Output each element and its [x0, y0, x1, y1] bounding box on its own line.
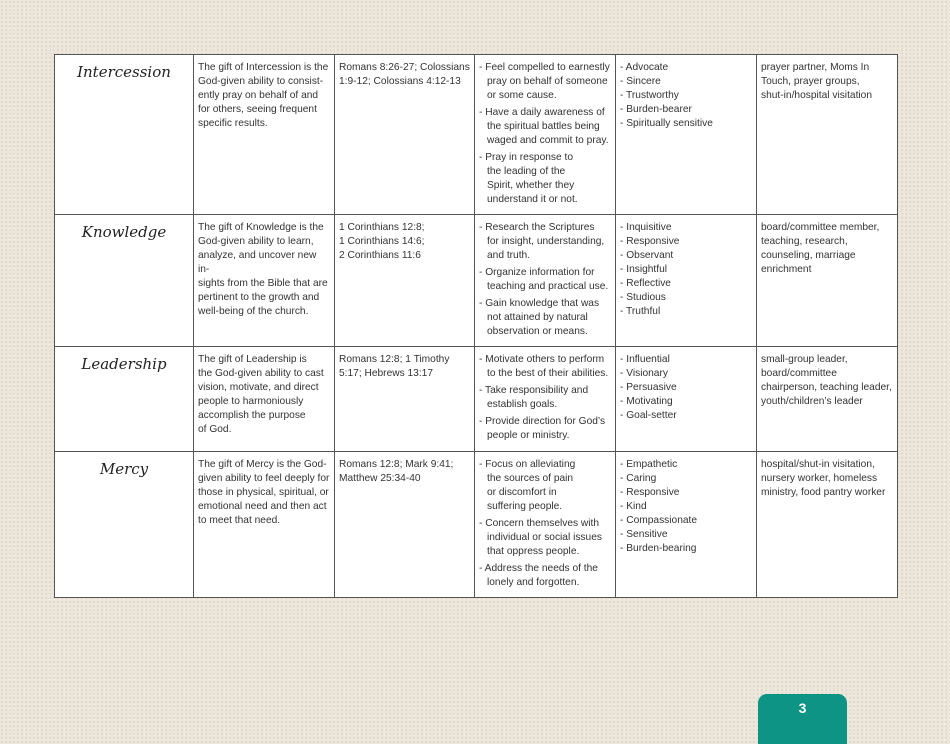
- gift-traits-list: [616, 215, 757, 347]
- list-item: - Compassionate: [620, 514, 752, 528]
- ministry-opportunities: prayer partner, Moms In Touch, prayer groups, shut-in/hospital visitation: [757, 55, 898, 215]
- list-item: - Feel compelled to earnestly pray on behalf of someone or some cause.: [479, 61, 611, 103]
- gift-actions-list: [475, 55, 616, 215]
- list-item: - Trustworthy: [620, 89, 752, 103]
- list-item: - Organize information for teaching and practical use.: [479, 266, 611, 294]
- table-row: [55, 452, 898, 598]
- gift-traits-list: [616, 347, 757, 452]
- list-item: - Burden-bearing: [620, 542, 752, 556]
- ministry-opportunities: board/committee member, teaching, research, counseling, marriage enrichment: [757, 215, 898, 347]
- list-item: - Caring: [620, 472, 752, 486]
- list-item: - Address the needs of the lonely and forgotten.: [479, 562, 611, 590]
- gift-definition: The gift of Knowledge is the God-given ability to learn, analyze, and uncover new in- sights from the Bible that are pertinent to the growth and well-being of the church.: [194, 215, 335, 347]
- gift-actions-list: [475, 452, 616, 598]
- gift-traits-list-items: [620, 458, 752, 556]
- gift-traits-list: [616, 55, 757, 215]
- gift-definition: The gift of Intercession is the God-given ability to consist- ently pray on behalf of and for others, seeing frequent specific results.: [194, 55, 335, 215]
- scripture-references: Romans 8:26-27; Colossians 1:9-12; Colossians 4:12-13: [335, 55, 475, 215]
- list-item: - Kind: [620, 500, 752, 514]
- list-item: - Responsive: [620, 486, 752, 500]
- gift-actions-list-items: [479, 221, 611, 339]
- ministry-opportunities: hospital/shut-in visitation, nursery worker, homeless ministry, food pantry worker: [757, 452, 898, 598]
- gift-actions-list: [475, 347, 616, 452]
- list-item: - Sincere: [620, 75, 752, 89]
- gift-actions-list: [475, 215, 616, 347]
- gift-actions-list-items: [479, 61, 611, 207]
- list-item: - Truthful: [620, 305, 752, 319]
- list-item: - Goal-setter: [620, 409, 752, 423]
- list-item: - Pray in response to the leading of the Spirit, whether they understand it or not.: [479, 151, 611, 207]
- list-item: - Insightful: [620, 263, 752, 277]
- list-item: - Inquisitive: [620, 221, 752, 235]
- gift-name: Mercy: [55, 452, 194, 598]
- table-row: [55, 55, 898, 215]
- scripture-references: 1 Corinthians 12:8; 1 Corinthians 14:6; 2 Corinthians 11:6: [335, 215, 475, 347]
- spiritual-gifts-table: [54, 54, 898, 598]
- gift-name: Leadership: [55, 347, 194, 452]
- list-item: - Provide direction for God’s people or ministry.: [479, 415, 611, 443]
- gift-traits-list: [616, 452, 757, 598]
- scripture-references: Romans 12:8; Mark 9:41; Matthew 25:34-40: [335, 452, 475, 598]
- list-item: - Visionary: [620, 367, 752, 381]
- list-item: - Have a daily awareness of the spiritual battles being waged and commit to pray.: [479, 106, 611, 148]
- list-item: - Influential: [620, 353, 752, 367]
- list-item: - Spiritually sensitive: [620, 117, 752, 131]
- table-row: [55, 215, 898, 347]
- gift-traits-list-items: [620, 61, 752, 131]
- list-item: - Persuasive: [620, 381, 752, 395]
- gift-traits-list-items: [620, 221, 752, 319]
- list-item: - Advocate: [620, 61, 752, 75]
- gift-name: Knowledge: [55, 215, 194, 347]
- page-number-badge: 3: [758, 694, 847, 744]
- list-item: - Burden-bearer: [620, 103, 752, 117]
- list-item: - Gain knowledge that was not attained by natural observation or means.: [479, 297, 611, 339]
- list-item: - Take responsibility and establish goals.: [479, 384, 611, 412]
- gift-actions-list-items: [479, 458, 611, 590]
- gift-definition: The gift of Leadership is the God-given ability to cast vision, motivate, and direct people to harmoniously accomplish the purpose of God.: [194, 347, 335, 452]
- list-item: - Motivating: [620, 395, 752, 409]
- list-item: - Reflective: [620, 277, 752, 291]
- gift-traits-list-items: [620, 353, 752, 423]
- list-item: - Responsive: [620, 235, 752, 249]
- gift-name: Intercession: [55, 55, 194, 215]
- table-row: [55, 347, 898, 452]
- list-item: - Observant: [620, 249, 752, 263]
- gift-actions-list-items: [479, 353, 611, 443]
- gift-definition: The gift of Mercy is the God- given ability to feel deeply for those in physical, spiritual, or emotional need and then act to meet that need.: [194, 452, 335, 598]
- list-item: - Motivate others to perform to the best of their abilities.: [479, 353, 611, 381]
- list-item: - Sensitive: [620, 528, 752, 542]
- list-item: - Concern themselves with individual or social issues that oppress people.: [479, 517, 611, 559]
- list-item: - Studious: [620, 291, 752, 305]
- list-item: - Focus on alleviating the sources of pain or discomfort in suffering people.: [479, 458, 611, 514]
- list-item: - Empathetic: [620, 458, 752, 472]
- ministry-opportunities: small-group leader, board/committee chairperson, teaching leader, youth/children’s leader: [757, 347, 898, 452]
- list-item: - Research the Scriptures for insight, understanding, and truth.: [479, 221, 611, 263]
- scripture-references: Romans 12:8; 1 Timothy 5:17; Hebrews 13:17: [335, 347, 475, 452]
